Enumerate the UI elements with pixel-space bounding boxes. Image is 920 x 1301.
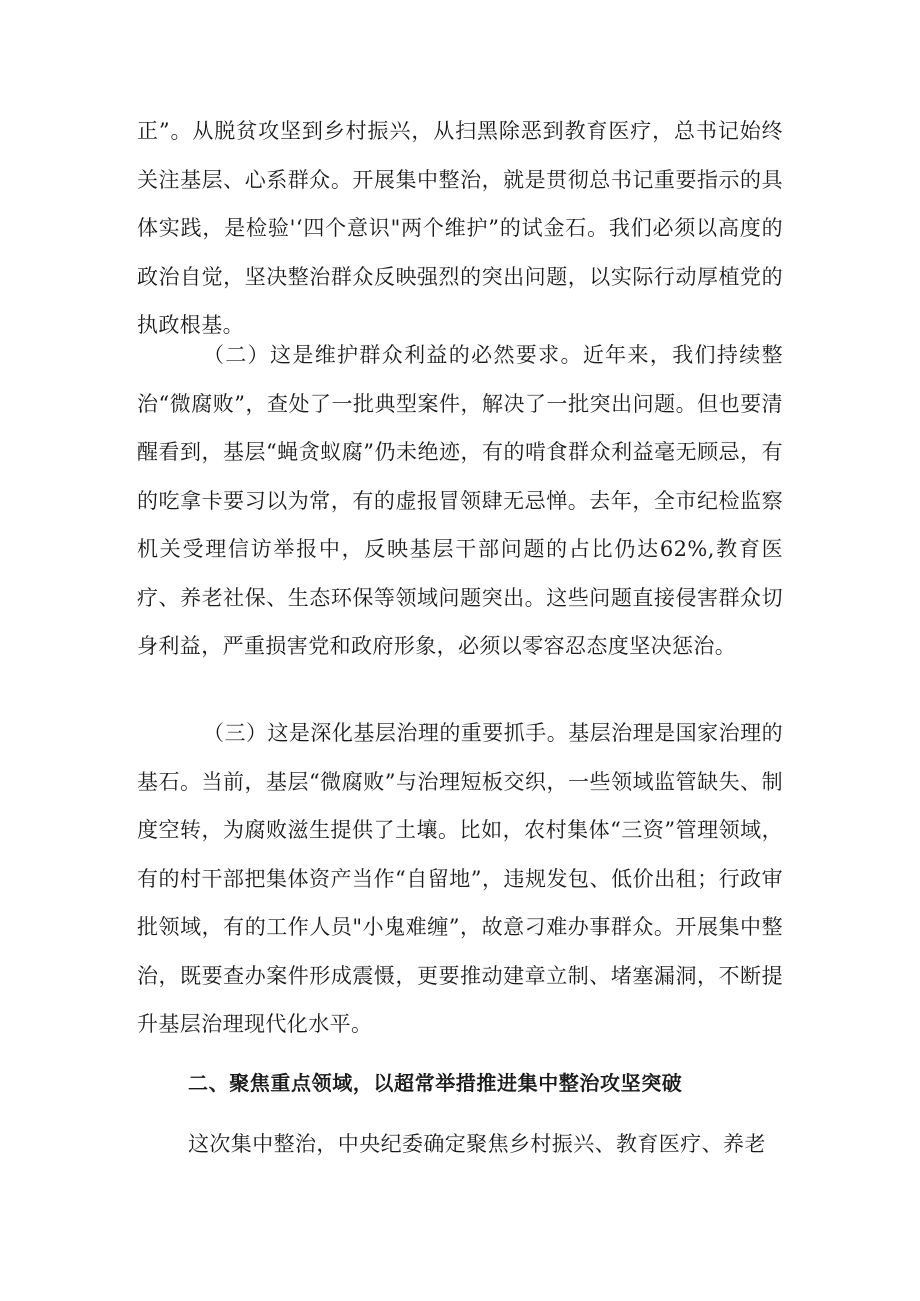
paragraph-continuation: 正”。从脱贫攻坚到乡村振兴，从扫黑除恶到教育医疗，总书记始终关注基层、心系群众。开展集中整治，就是贯彻总书记重要指示的具体实践，是检验'‘四个意识"两个维护”的试金石。我们必须以高度的政治自觉，坚决整治群众反映强烈的突出问题，以实际行动厚植党的执政根基。: [137, 119, 783, 337]
paragraph-three: （三）这是深化基层治理的重要抓手。基层治理是国家治理的基石。当前，基层“微腐败”与治理短板交织，一些领域监管缺失、制度空转，为腐败滋生提供了土壤。比如，农村集体“三资”管理领域，有的村干部把集体资产当作“自留地”，违规发包、低价出租；行政审批领域，有的工作人员"小鬼难缠”，故意刁难办事群众。开展集中整治，既要查办案件形成震慑，更要推动建章立制、堵塞漏洞，不断提升基层治理现代化水平。: [137, 721, 783, 1036]
paragraph-two: （二）这是维护群众利益的必然要求。近年来，我们持续整治“微腐败”，查处了一批典型案件，解决了一批突出问题。但也要清醒看到，基层“蝇贪蚁腐”仍未绝迹，有的啃食群众利益毫无顾忌，有的吃拿卡要习以为常，有的虚报冒领肆无忌惮。去年，全市纪检监察机关受理信访举报中，反映基层干部问题的占比仍达62%,教育医疗、养老社保、生态环保等领域问题突出。这些问题直接侵害群众切身利益，严重损害党和政府形象，必须以零容忍态度坚决惩治。: [137, 343, 783, 658]
paragraph-section-two-intro: 这次集中整治，中央纪委确定聚焦乡村振兴、教育医疗、养老: [188, 1132, 766, 1156]
section-heading: 二、聚焦重点领域，以超常举措推进集中整治攻坚突破: [188, 1071, 683, 1095]
